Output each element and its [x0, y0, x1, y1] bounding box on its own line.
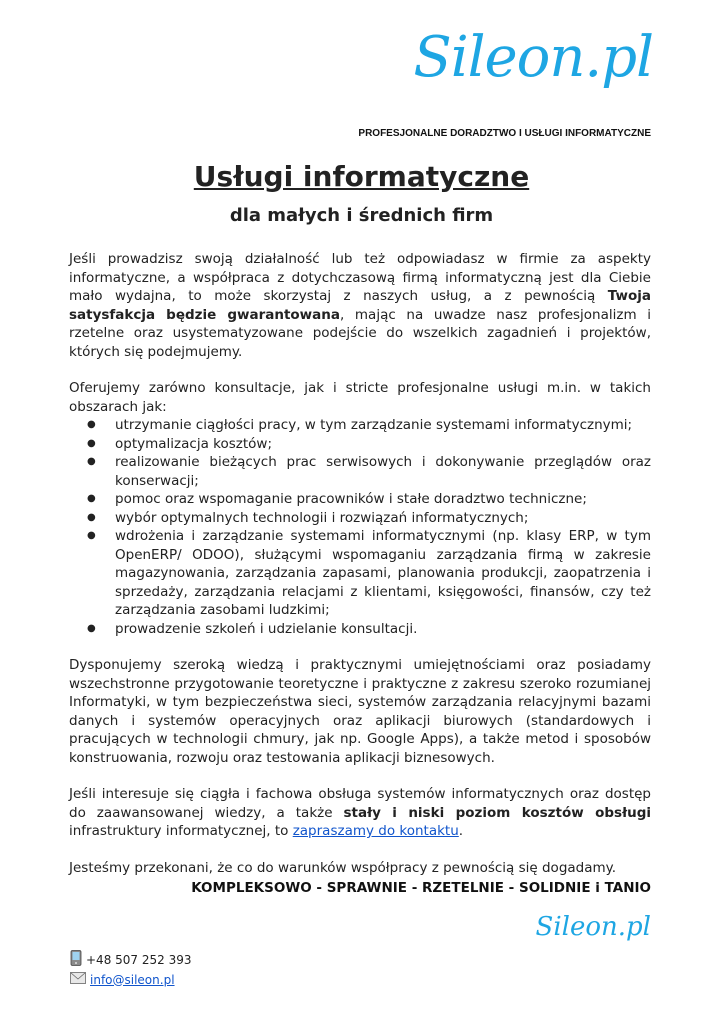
email-contact: [70, 972, 175, 987]
list-item: ● pomoc oraz wspomaganie pracowników i stałe doradztwo techniczne;: [115, 490, 651, 509]
intro-paragraph: [69, 250, 651, 361]
interest-text-end: .: [458, 823, 464, 839]
phone-number: +48 507 252 393: [86, 952, 192, 967]
intro-text-end: , mając na uwadze nasz profesjonalizm i rzetelne oraz usystematyzowane podejście do wszelkich zagadnień i projektów, których się podejmujemy.: [69, 306, 651, 360]
phone-contact: [70, 950, 191, 969]
email-link[interactable]: info@sileon.pl: [90, 972, 175, 987]
footer-logo: Sileon.pl: [535, 912, 651, 942]
list-item: ● optymalizacja kosztów;: [115, 435, 651, 454]
content-body: [69, 250, 651, 877]
list-item: ● wdrożenia i zarządzanie systemami informatycznymi (np. klasy ERP, w tym OpenERP/ ODOO), służącymi wspomaganiu zarządzania firmą w zakresie magazynowania, zarządzania zapasami, planowania produkcji, zaopatrzenia i sprzedaży, zarządzania relacjami z klientami, księgowości, finansów, czy też zarządzania zasobami ludzkimi;: [115, 527, 651, 620]
list-item: ● wybór optymalnych technologii i rozwiązań informatycznych;: [115, 509, 651, 528]
page-subtitle: dla małych i średnich firm: [229, 205, 494, 226]
list-item: ● utrzymanie ciągłości pracy, w tym zarządzanie systemami informatycznymi;: [115, 416, 651, 435]
offer-lead: Oferujemy zarówno konsultacje, jak i stricte profesjonalne usługi m.in. w takich obszarach jak:: [69, 380, 651, 415]
list-item: ● prowadzenie szkoleń i udzielanie konsultacji.: [115, 620, 651, 639]
offer-list: [69, 416, 651, 638]
interest-text: Jeśli interesuje się ciągła i fachowa obsługa systemów informatycznych oraz dostęp do zaawansowanej wiedzy, a także: [69, 786, 651, 821]
list-item: ● realizowanie bieżących prac serwisowych i dokonywanie przeglądów oraz konserwacji;: [115, 453, 651, 490]
closing-paragraph: Jesteśmy przekonani, że co do warunków współpracy z pewnością się dogadamy.: [69, 859, 617, 876]
brand-logo: Sileon.pl: [413, 25, 653, 90]
interest-text-middle: infrastruktury informatycznej, to: [69, 823, 293, 839]
expertise-paragraph: Dysponujemy szeroką wiedzą i praktycznymi umiejętnościami oraz posiadamy wszechstronne przygotowanie teoretyczne i praktyczne z zakresu szeroko rozumianej Informatyki, w tym bezpieczeństwa sieci, systemów zarządzania relacyjnymi bazami danych i systemów operacyjnych oraz aplikacji biurowych (standardowych i pracujących w technologii chmury, jak np. Google Apps), a także metod i sposobów konstruowania, rozwoju oraz testowania aplikacji biznesowych.: [69, 657, 651, 766]
phone-icon: [70, 950, 82, 969]
intro-bold: Twoja satysfakcja będzie gwarantowana: [69, 288, 651, 323]
page-title: Usługi informatyczne: [193, 160, 530, 193]
intro-text: Jeśli prowadzisz swoją działalność lub też odpowiadasz w firmie za aspekty informatyczne, a współpraca z dotychczasową firmą informatyczną jest dla Ciebie mało wydajna, to może skorzystaj z naszych usług, a z pewnością: [69, 251, 651, 304]
contact-link[interactable]: zapraszamy do kontaktu: [292, 823, 459, 839]
mail-icon: [70, 972, 86, 987]
motto: KOMPLEKSOWO - SPRAWNIE - RZETELNIE - SOLIDNIE i TANIO: [191, 880, 651, 896]
interest-bold: stały i niski poziom kosztów obsługi: [343, 804, 651, 821]
interest-paragraph: [69, 785, 651, 841]
tagline: PROFESJONALNE DORADZTWO I USŁUGI INFORMATYCZNE: [358, 128, 651, 139]
